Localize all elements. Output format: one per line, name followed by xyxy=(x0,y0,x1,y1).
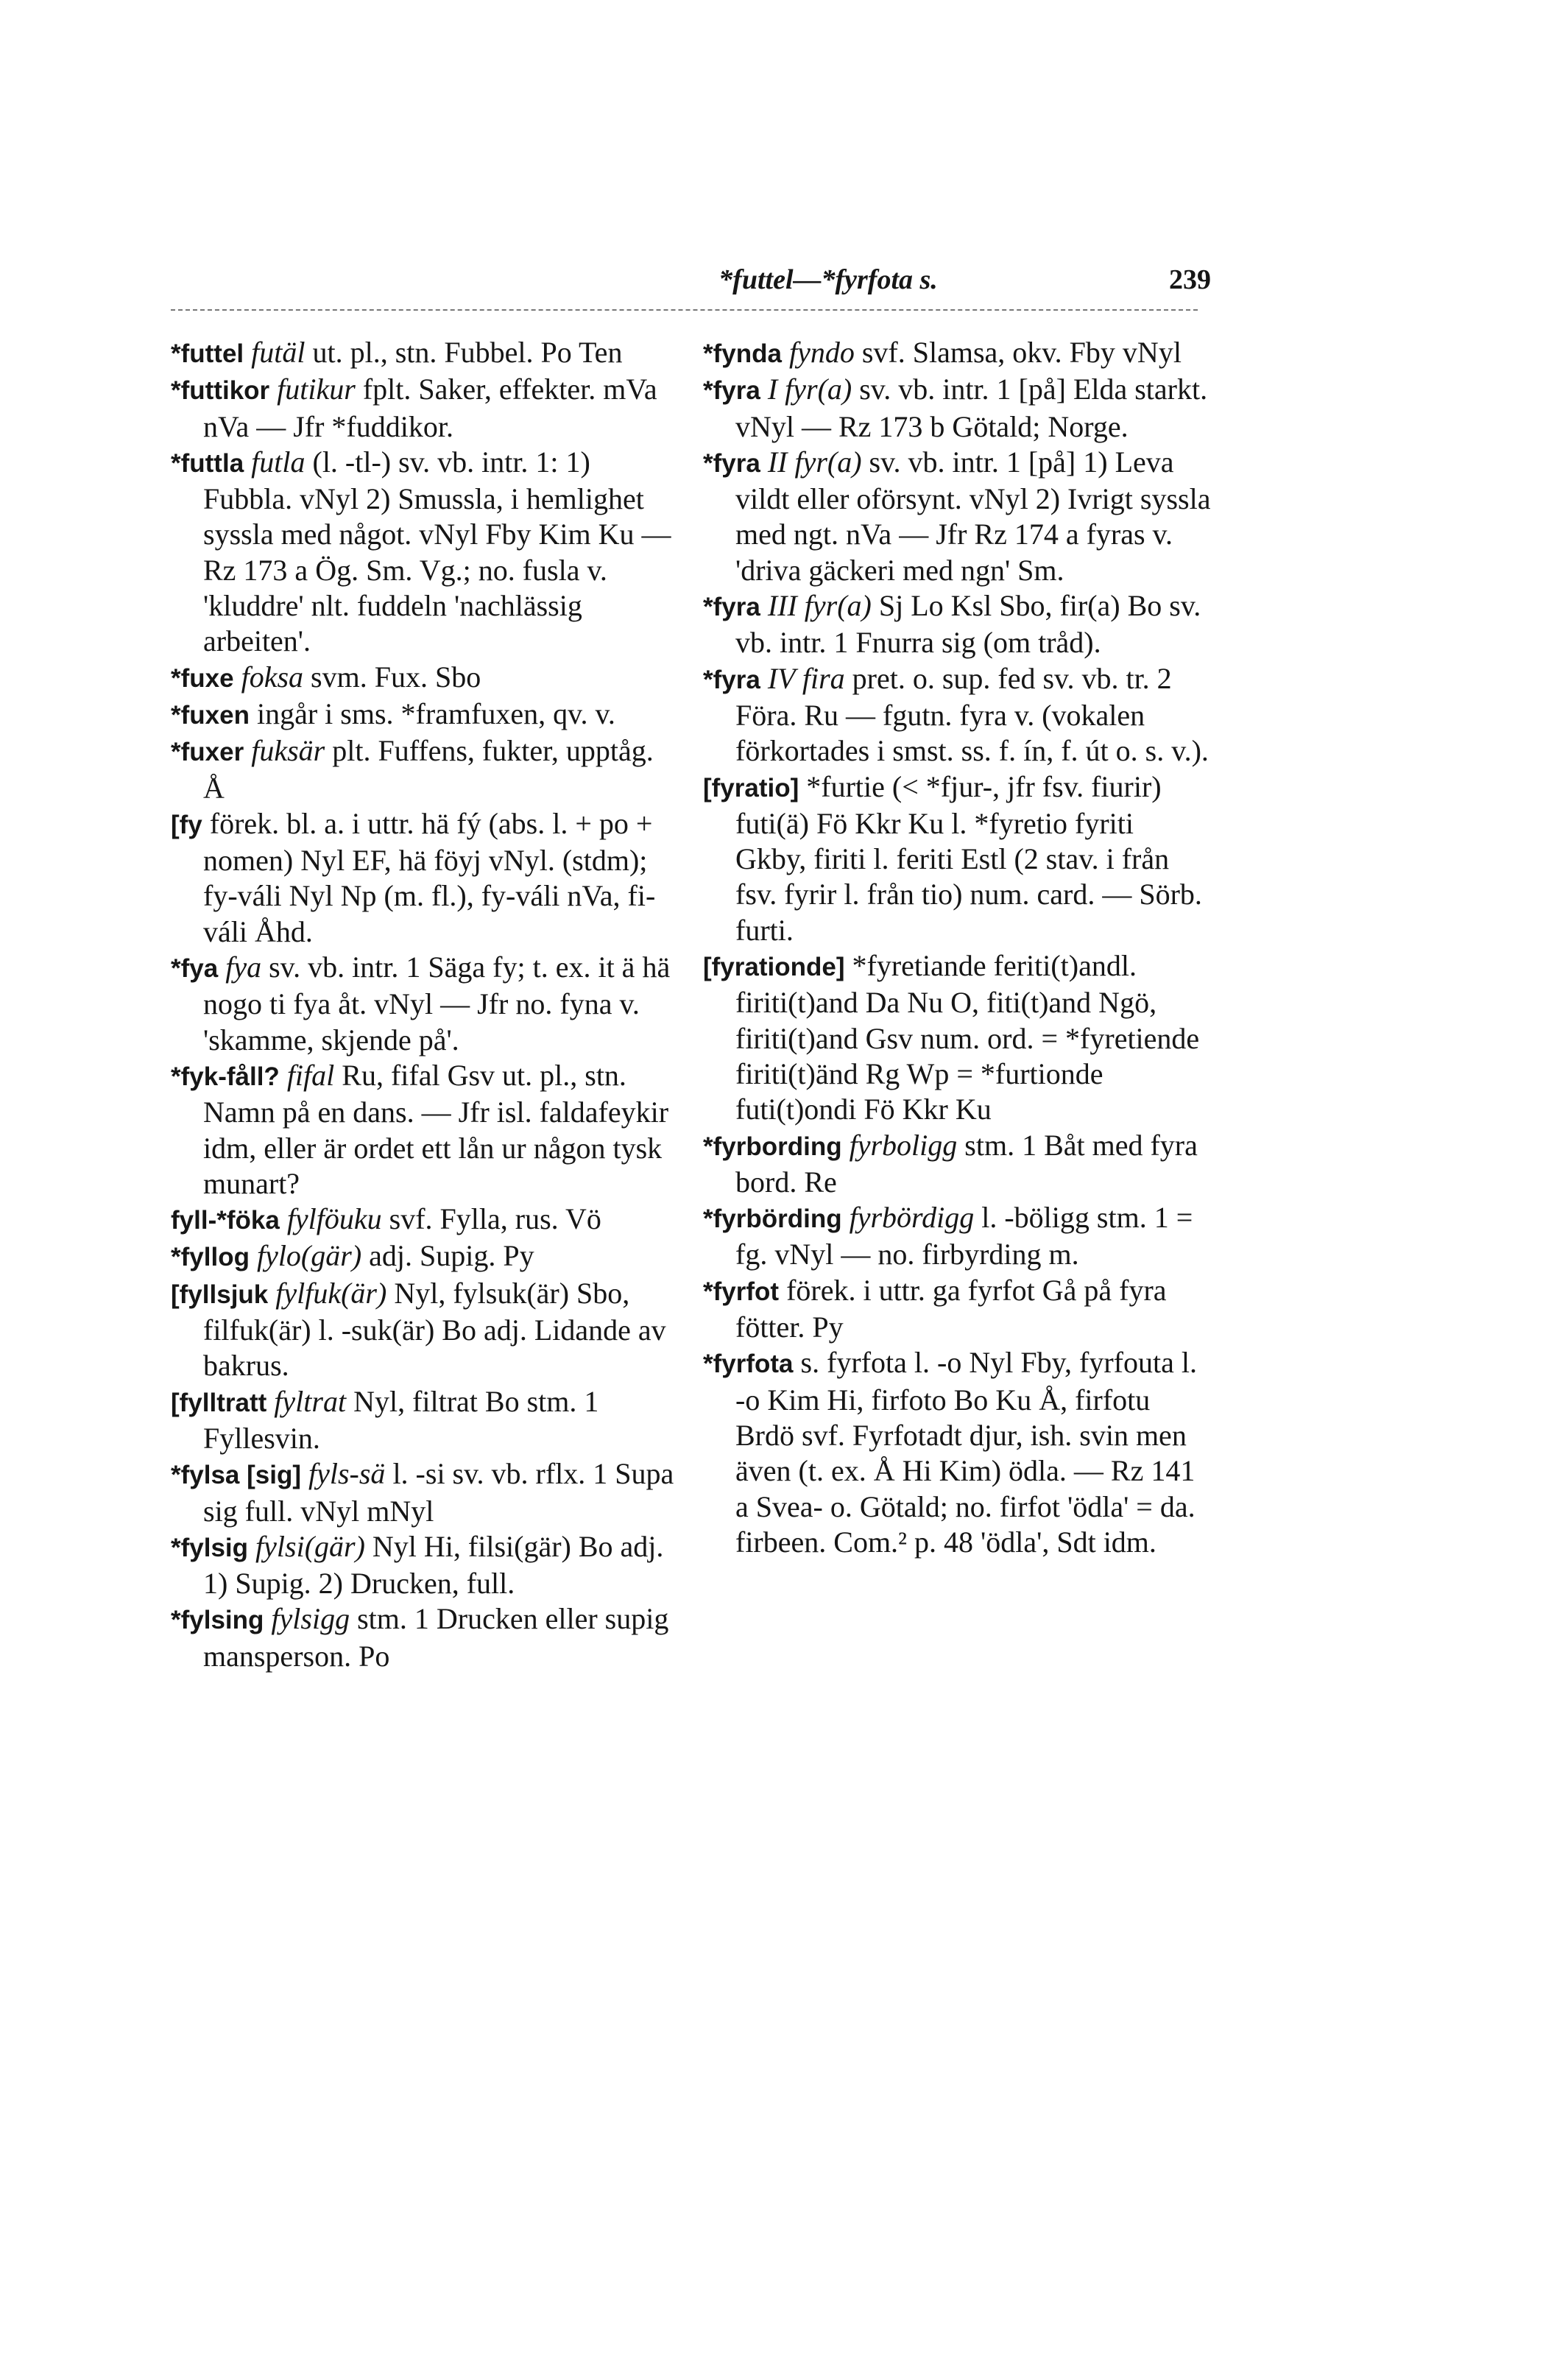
dictionary-entry xyxy=(171,445,679,660)
entry-headword: fyll-*föka xyxy=(171,1206,280,1235)
entry-definition: svf. Fylla, rus. Vö xyxy=(381,1202,601,1236)
entry-headword: [fyrationdе] xyxy=(703,953,845,982)
entry-definition: Nyl, fylsuk(är) Sbo, filfuk(är) l. -suk(är) Bo adj. Lidande av bakrus. xyxy=(203,1276,666,1383)
entry-definition: adj. Supig. Py xyxy=(361,1239,534,1273)
entry-definition: stm. 1 Båt med fyra bord. Re xyxy=(735,1128,1198,1199)
entry-definition: sv. vb. intr. 1 Säga fy; t. ex. it ä hä nogo ti fya åt. vNyl — Jfr no. fyna v. 'skamme, skjende på'. xyxy=(203,950,671,1056)
dictionary-entry xyxy=(171,1276,679,1384)
page-number: 239 xyxy=(1169,264,1211,295)
dictionary-entry xyxy=(703,1273,1211,1346)
entry-headword: *fyrbording xyxy=(703,1132,842,1161)
entry-definition: l. -böligg stm. 1 = fg. vNyl — no. firbyrding m. xyxy=(735,1201,1193,1271)
entry-form: foksa xyxy=(241,660,304,694)
entry-definition: (l. -tl-) sv. vb. intr. 1: 1) Fubbla. vNyl 2) Smussla, i hemlighet syssla med något. vNyl Fby Kim Ku — Rz 173 a Ög. Sm. Vg.; no. fusla v. 'kluddre' nlt. fuddeln 'nachlässig arbeiten'. xyxy=(203,445,671,658)
entry-headword: *fyk-fåll? xyxy=(171,1062,280,1091)
dictionary-entry xyxy=(703,948,1211,1127)
entry-definition: svm. Fux. Sbo xyxy=(303,660,481,694)
entry-definition: ut. pl., stn. Fubbel. Po Ten xyxy=(305,336,623,369)
entry-headword: *fyllog xyxy=(171,1243,250,1272)
entry-headword: [fyllsjuk xyxy=(171,1280,269,1309)
entry-definition: *fyretiande feriti(t)andl. firiti(t)and Da Nu O, fiti(t)and Ngö, firiti(t)and Gsv num. ord. = *fyretiende firiti(t)änd Rg Wp = *furtionde futi(t)ondi Fö Kkr Ku xyxy=(735,949,1200,1126)
entry-headword: [fylltratt xyxy=(171,1388,267,1417)
left-column xyxy=(171,335,679,1674)
entry-form: futla xyxy=(251,445,306,479)
entry-headword: *fyrbörding xyxy=(703,1204,842,1234)
entry-definition: ingår i sms. *framfuxen, qv. v. xyxy=(256,696,615,730)
entry-definition: förek. bl. a. i uttr. hä fý (abs. l. + po + nomen) Nyl EF, hä föyj vNyl. (stdm); fy-váli Nyl Np (m. fl.), fy-váli nVa, fi-váli Åhd. xyxy=(203,806,656,948)
entry-form: fyndo xyxy=(788,336,855,369)
entry-definition: svf. Slamsa, okv. Fby vNyl xyxy=(854,336,1182,369)
dictionary-entry xyxy=(171,733,679,806)
entry-headword: *futtla xyxy=(171,448,244,478)
dictionary-entry xyxy=(171,1202,679,1238)
dictionary-entry xyxy=(171,1529,679,1602)
entry-headword: *fyrfot xyxy=(703,1277,780,1306)
entry-headword: *fuxer xyxy=(171,738,244,767)
right-column xyxy=(703,335,1211,1560)
dictionary-entry xyxy=(703,588,1211,661)
entry-definition: stm. 1 Drucken eller supig mansperson. Po xyxy=(203,1602,669,1673)
entry-headword: *fylsing xyxy=(171,1606,264,1635)
entry-form: futikur xyxy=(277,373,356,406)
dictionary-entry xyxy=(171,335,679,372)
entry-form: IV fira xyxy=(767,661,845,695)
dictionary-entry xyxy=(171,372,679,445)
entry-headword: *futtel xyxy=(171,339,244,368)
entry-headword: *fyra xyxy=(703,665,760,694)
entry-form: futäl xyxy=(251,336,306,369)
entry-form: I fyr(a) xyxy=(767,373,852,406)
entry-headword: *fynda xyxy=(703,339,782,368)
entry-definition: plt. Fuffens, fukter, upptåg. Å xyxy=(203,734,654,805)
dictionary-entry xyxy=(171,1384,679,1457)
entry-headword: *fylsa [sig] xyxy=(171,1461,301,1490)
entry-form: fifal xyxy=(286,1058,335,1092)
entry-headword: *fyra xyxy=(703,593,760,622)
running-title: *futtel—*fyrfota s. xyxy=(718,264,938,295)
entry-headword: *futtikor xyxy=(171,376,270,406)
dictionary-entry xyxy=(171,1456,679,1529)
running-head xyxy=(0,258,1568,302)
entry-form: fylföuku xyxy=(286,1202,382,1236)
entry-definition: pret. o. sup. fed sv. vb. tr. 2 Föra. Ru — fgutn. fyra v. (vokalen förkortades i smst. ss. f. ín, f. út o. s. v.). xyxy=(735,661,1209,768)
entry-definition: *furtie (< *fjur-, jfr fsv. fiurir) futi(ä) Fö Kkr Ku l. *fyretio fyriti Gkby, firiti l. feriti Estl (2 stav. i från fsv. fyrir l. från tio) num. card. — Sörb. furti. xyxy=(735,769,1202,947)
entry-form: II fyr(a) xyxy=(767,445,862,479)
entry-headword: [fy xyxy=(171,810,202,839)
entry-form: fyrbördigg xyxy=(849,1201,975,1235)
dictionary-entry xyxy=(703,1345,1211,1560)
entry-headword: [fyratio] xyxy=(703,773,799,802)
dictionary-entry xyxy=(703,769,1211,948)
dictionary-entry xyxy=(171,696,679,733)
entry-definition: Nyl, filtrat Bo stm. 1 Fyllesvin. xyxy=(203,1384,599,1455)
dictionary-entry xyxy=(171,660,679,696)
entry-definition: Nyl Hi, filsi(gär) Bo adj. 1) Supig. 2) Drucken, full. xyxy=(203,1529,664,1601)
entry-headword: *fya xyxy=(171,954,219,984)
entry-form: fylsigg xyxy=(271,1602,350,1636)
dictionary-entry xyxy=(171,950,679,1058)
entry-headword: *fyra xyxy=(703,376,760,406)
dictionary-entry xyxy=(703,661,1211,769)
dictionary-entry xyxy=(171,806,679,950)
dictionary-entry xyxy=(703,372,1211,445)
entry-form: fuksär xyxy=(251,734,325,768)
entry-form: fyltrat xyxy=(274,1384,347,1418)
entry-definition: l. -si sv. vb. rflx. 1 Supa sig full. vNyl mNyl xyxy=(203,1457,674,1528)
header-rule xyxy=(171,309,1198,311)
entry-definition: sv. vb. intr. 1 [på] 1) Leva vildt eller oförsynt. vNyl 2) Ivrigt syssla med ngt. nVa — Jfr Rz 174 a fyras v. 'driva gäckeri med ngn' Sm. xyxy=(735,445,1211,587)
dictionary-entry xyxy=(171,1238,679,1275)
entry-form: fylsi(gär) xyxy=(255,1529,365,1563)
entry-form: fylo(gär) xyxy=(256,1239,362,1273)
entry-form: fyls-sä xyxy=(308,1457,386,1491)
entry-headword: *fylsig xyxy=(171,1533,249,1562)
entry-form: fylfuk(är) xyxy=(275,1276,387,1310)
entry-definition: fplt. Saker, effekter. mVa nVa — Jfr *fuddikor. xyxy=(203,373,657,443)
entry-headword: *fuxen xyxy=(171,700,250,730)
entry-headword: *fyra xyxy=(703,448,760,478)
entry-definition: s. fyrfota l. -o Nyl Fby, fyrfouta l. -o Kim Hi, firfoto Bo Ku Å, firfotu Brdö svf. Fyrfotadt djur, ish. svin men även (t. ex. Å Hi Kim) ödla. — Rz 141 a Svea- o. Götald; no. firfot 'ödla' = da. firbeen. Com.² p. 48 'ödla', Sdt idm. xyxy=(735,1346,1197,1559)
entry-form: III fyr(a) xyxy=(767,589,872,623)
dictionary-entry xyxy=(703,445,1211,588)
entry-form: fyrbolіgg xyxy=(849,1128,958,1162)
entry-definition: Ru, fifal Gsv ut. pl., stn. Namn på en dans. — Jfr isl. faldafeykir idm, eller är ordet ett lån ur någon tysk munart? xyxy=(203,1058,669,1200)
dictionary-entry xyxy=(703,1128,1211,1201)
entry-definition: sv. vb. intr. 1 [på] Elda starkt. vNyl — Rz 173 b Götald; Norge. xyxy=(735,373,1208,443)
entry-definition: Sj Lo Ksl Sbo, fir(a) Bo sv. vb. intr. 1 Fnurra sig (om tråd). xyxy=(735,589,1201,660)
dictionary-entry xyxy=(171,1058,679,1202)
dictionary-entry xyxy=(171,1601,679,1674)
entry-definition: förek. i uttr. ga fyrfot Gå på fyra fötter. Py xyxy=(735,1273,1167,1344)
dictionary-entry xyxy=(703,1200,1211,1273)
entry-headword: *fyrfota xyxy=(703,1350,794,1379)
entry-form: fya xyxy=(225,950,262,984)
entry-headword: *fuxe xyxy=(171,663,234,693)
dictionary-entry xyxy=(703,335,1211,372)
